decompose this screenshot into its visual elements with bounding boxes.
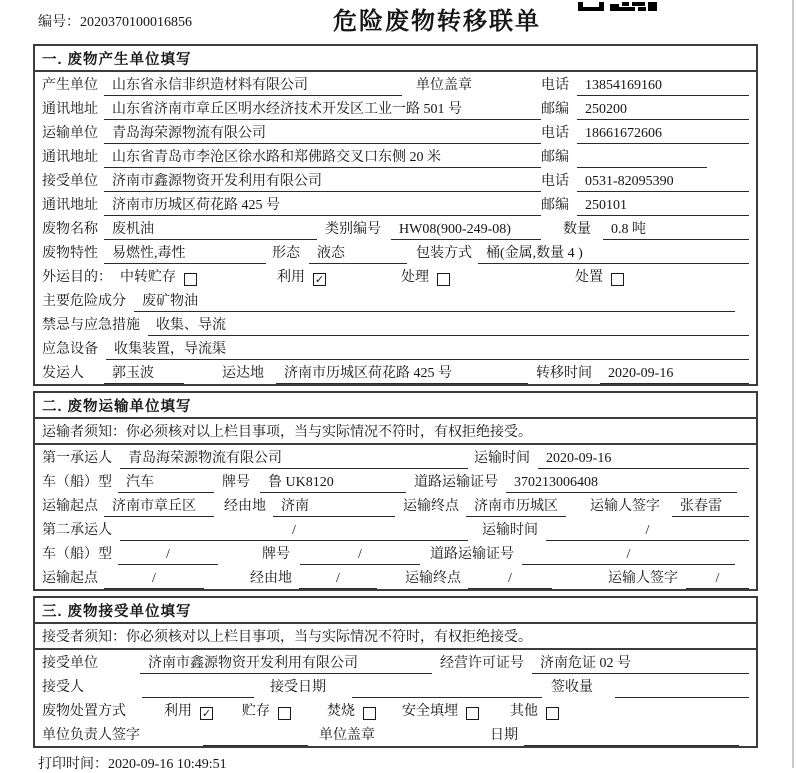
purpose-label: 外运目的： bbox=[42, 270, 112, 285]
accept-unit-label: 接受单位 bbox=[42, 656, 98, 671]
route1-via-label: 经由地 bbox=[224, 499, 266, 514]
property-value: 易燃性,毒性 bbox=[104, 244, 266, 264]
accept-date-value bbox=[352, 678, 542, 698]
document-title: 危险废物转移联单 bbox=[333, 8, 541, 35]
row-receiver-address bbox=[35, 192, 756, 216]
vehicle2-value: / bbox=[118, 545, 218, 565]
date-label: 日期 bbox=[490, 728, 518, 743]
row-route2 bbox=[35, 565, 756, 589]
route2-end-value: / bbox=[468, 569, 552, 589]
route2-sign-value: / bbox=[686, 569, 749, 589]
route2-start-value: / bbox=[104, 569, 204, 589]
row-receiver bbox=[35, 168, 756, 192]
row-producer-address bbox=[35, 96, 756, 120]
carrier1-time-value: 2020-09-16 bbox=[538, 449, 749, 469]
permit-value: 济南危证 02 号 bbox=[532, 654, 749, 674]
route1-via-value: 济南 bbox=[273, 497, 395, 517]
row-responsible-signature bbox=[35, 722, 756, 746]
transfer-form bbox=[33, 44, 758, 748]
unit-stamp-label: 单位盖章 bbox=[319, 728, 375, 743]
carrier1-label: 第一承运人 bbox=[42, 451, 112, 466]
emergency-value: 收集、导流 bbox=[148, 316, 749, 336]
destination-value: 济南市历城区荷花路 425 号 bbox=[276, 364, 528, 384]
transporter-phone-value: 18661672606 bbox=[577, 124, 749, 144]
receiver-zip-label: 邮编 bbox=[541, 198, 569, 213]
waste-code-label: 类别编号 bbox=[325, 222, 381, 237]
qr-code-fragment-icon bbox=[578, 0, 658, 9]
transporter-notice: 运输者须知：你必须核对以上栏目事项，当与实际情况不符时，有权拒绝接受。 bbox=[35, 419, 756, 445]
row-carrier1 bbox=[35, 445, 756, 469]
row-vehicle2 bbox=[35, 541, 756, 565]
accept-unit-value: 济南市鑫源物资开发利用有限公司 bbox=[140, 654, 432, 674]
checkbox-use: ✓ bbox=[314, 273, 325, 286]
vehicle1-label: 车（船）型 bbox=[42, 475, 112, 490]
serial-number-line bbox=[38, 11, 192, 31]
row-accept-person bbox=[35, 674, 756, 698]
section3-title: 三. 废物接受单位填写 bbox=[35, 598, 756, 624]
permit-label: 经营许可证号 bbox=[440, 656, 524, 671]
plate2-label: 牌号 bbox=[262, 547, 290, 562]
row-vehicle1 bbox=[35, 469, 756, 493]
disposal-opt-landfill-label: 安全填埋 bbox=[402, 704, 458, 719]
checkbox-treat bbox=[437, 273, 450, 286]
destination-label: 运达地 bbox=[222, 366, 264, 381]
section-transporter bbox=[33, 391, 758, 591]
vehicle2-label: 车（船）型 bbox=[42, 547, 112, 562]
section-receiver bbox=[33, 596, 758, 748]
property-label: 废物特性 bbox=[42, 246, 98, 261]
route1-sign-value: 张春雷 bbox=[672, 497, 749, 517]
transporter-zip-value bbox=[577, 148, 707, 168]
section2-title: 二. 废物运输单位填写 bbox=[35, 393, 756, 419]
row-purpose bbox=[35, 264, 756, 288]
plate2-value: / bbox=[300, 545, 420, 565]
row-route1 bbox=[35, 493, 756, 517]
receiver-zip-value: 250101 bbox=[577, 196, 749, 216]
transfer-time-value: 2020-09-16 bbox=[600, 364, 749, 384]
route1-sign-label: 运输人签字 bbox=[590, 499, 660, 514]
producer-address-label: 通讯地址 bbox=[42, 102, 98, 117]
route2-start-label: 运输起点 bbox=[42, 571, 98, 586]
print-time-line bbox=[38, 753, 796, 773]
receiver-value: 济南市鑫源物资开发利用有限公司 bbox=[104, 172, 541, 192]
hazard-value: 废矿物油 bbox=[134, 292, 735, 312]
pack-value: 桶(金属,数量 4 ) bbox=[478, 244, 749, 264]
serial-label: 编号： bbox=[38, 15, 80, 30]
cert1-label: 道路运输证号 bbox=[414, 475, 498, 490]
route2-via-value: / bbox=[299, 569, 377, 589]
carrier1-time-label: 运输时间 bbox=[474, 451, 530, 466]
carrier2-time-label: 运输时间 bbox=[482, 523, 538, 538]
producer-zip-value: 250200 bbox=[577, 100, 749, 120]
waste-name-label: 废物名称 bbox=[42, 222, 98, 237]
row-accept-unit bbox=[35, 650, 756, 674]
stamp-label: 单位盖章 bbox=[416, 78, 472, 93]
row-dispatch bbox=[35, 360, 756, 384]
transporter-address-value: 山东省青岛市李沧区徐水路和郑佛路交叉口东侧 20 米 bbox=[104, 148, 541, 168]
cert2-label: 道路运输证号 bbox=[430, 547, 514, 562]
checkbox-disposal-use: ✓ bbox=[201, 707, 212, 720]
producer-phone-value: 13854169160 bbox=[577, 76, 749, 96]
section1-title: 一. 废物产生单位填写 bbox=[35, 46, 756, 72]
responsible-sign-value bbox=[203, 726, 308, 746]
cert2-value: / bbox=[522, 545, 735, 565]
form-label: 形态 bbox=[272, 246, 300, 261]
disposal-opt-store-label: 贮存 bbox=[242, 704, 270, 719]
emergency-label: 禁忌与应急措施 bbox=[42, 318, 140, 333]
disposal-opt-use-label: 利用 bbox=[164, 704, 192, 719]
row-transporter-address bbox=[35, 144, 756, 168]
producer-address-value: 山东省济南市章丘区明水经济技术开发区工业一路 501 号 bbox=[104, 100, 541, 120]
route2-via-label: 经由地 bbox=[250, 571, 292, 586]
checkbox-disposal-store bbox=[278, 707, 291, 720]
row-hazard bbox=[35, 288, 756, 312]
transporter-label: 运输单位 bbox=[42, 126, 98, 141]
responsible-sign-label: 单位负责人签字 bbox=[42, 728, 140, 743]
receiver-notice: 接受者须知：你必须核对以上栏目事项，当与实际情况不符时，有权拒绝接受。 bbox=[35, 624, 756, 650]
print-time-value: 2020-09-16 10:49:51 bbox=[108, 757, 227, 772]
producer-value: 山东省永信非织造材料有限公司 bbox=[104, 76, 402, 96]
carrier1-value: 青岛海荣源物流有限公司 bbox=[120, 449, 468, 469]
carrier2-time-value: / bbox=[546, 521, 749, 541]
date-value bbox=[524, 726, 739, 746]
waste-qty-value: 0.8 吨 bbox=[603, 220, 749, 240]
row-emergency bbox=[35, 312, 756, 336]
cert1-value: 370213006408 bbox=[506, 473, 737, 493]
form-value: 液态 bbox=[309, 244, 407, 264]
row-carrier2 bbox=[35, 517, 756, 541]
checkbox-dispose bbox=[611, 273, 624, 286]
accept-date-label: 接受日期 bbox=[270, 680, 326, 695]
transporter-value: 青岛海荣源物流有限公司 bbox=[104, 124, 541, 144]
producer-zip-label: 邮编 bbox=[541, 102, 569, 117]
purpose-opt-transfer-label: 中转贮存 bbox=[120, 270, 176, 285]
producer-phone-label: 电话 bbox=[541, 78, 569, 93]
waste-code-value: HW08(900-249-08) bbox=[391, 220, 541, 240]
accept-person-label: 接受人 bbox=[42, 680, 84, 695]
purpose-opt-treat-label: 处理 bbox=[401, 270, 429, 285]
route1-end-label: 运输终点 bbox=[403, 499, 459, 514]
purpose-opt-dispose-label: 处置 bbox=[575, 270, 603, 285]
equipment-value: 收集装置，导流渠 bbox=[106, 340, 749, 360]
plate1-value: 鲁 UK8120 bbox=[260, 473, 406, 493]
row-waste-property bbox=[35, 240, 756, 264]
receiver-address-value: 济南市历城区荷花路 425 号 bbox=[104, 196, 541, 216]
page-edge-line bbox=[792, 0, 794, 768]
receiver-phone-value: 0531-82095390 bbox=[577, 172, 749, 192]
section-producer bbox=[33, 44, 758, 386]
waste-qty-label: 数量 bbox=[563, 222, 591, 237]
pack-label: 包装方式 bbox=[416, 246, 472, 261]
row-waste-name bbox=[35, 216, 756, 240]
receiver-label: 接受单位 bbox=[42, 174, 98, 189]
vehicle1-value: 汽车 bbox=[118, 473, 214, 493]
purpose-opt-use-label: 利用 bbox=[277, 270, 305, 285]
row-producer bbox=[35, 72, 756, 96]
disposal-opt-burn-label: 焚烧 bbox=[327, 704, 355, 719]
checkbox-disposal-landfill bbox=[466, 707, 479, 720]
producer-label: 产生单位 bbox=[42, 78, 98, 93]
dispatcher-name: 郭玉波 bbox=[104, 364, 184, 384]
serial-value: 2020370100016856 bbox=[80, 15, 192, 30]
route1-start-value: 济南市章丘区 bbox=[104, 497, 214, 517]
equipment-label: 应急设备 bbox=[42, 342, 98, 357]
waste-name-value: 废机油 bbox=[104, 220, 317, 240]
route1-end-value: 济南市历城区 bbox=[466, 497, 566, 517]
hazard-label: 主要危险成分 bbox=[42, 294, 126, 309]
row-disposal bbox=[35, 698, 756, 722]
accept-person-value bbox=[142, 678, 254, 698]
print-time-label: 打印时间： bbox=[38, 757, 108, 772]
dispatcher-label: 发运人 bbox=[42, 366, 84, 381]
transporter-address-label: 通讯地址 bbox=[42, 150, 98, 165]
route2-sign-label: 运输人签字 bbox=[608, 571, 678, 586]
row-transporter bbox=[35, 120, 756, 144]
sign-qty-label: 签收量 bbox=[551, 680, 593, 695]
transporter-phone-label: 电话 bbox=[541, 126, 569, 141]
receiver-address-label: 通讯地址 bbox=[42, 198, 98, 213]
disposal-label: 废物处置方式 bbox=[42, 704, 126, 719]
plate1-label: 牌号 bbox=[222, 475, 250, 490]
row-equipment bbox=[35, 336, 756, 360]
transfer-time-label: 转移时间 bbox=[536, 366, 592, 381]
transporter-zip-label: 邮编 bbox=[541, 150, 569, 165]
route1-start-label: 运输起点 bbox=[42, 499, 98, 514]
checkbox-disposal-other bbox=[546, 707, 559, 720]
disposal-opt-other-label: 其他 bbox=[510, 704, 538, 719]
receiver-phone-label: 电话 bbox=[541, 174, 569, 189]
carrier2-value: / bbox=[120, 521, 468, 541]
route2-end-label: 运输终点 bbox=[405, 571, 461, 586]
carrier2-label: 第二承运人 bbox=[42, 523, 112, 538]
checkbox-transfer-storage bbox=[184, 273, 197, 286]
sign-qty-value bbox=[615, 678, 749, 698]
document-header bbox=[0, 0, 796, 44]
checkbox-disposal-burn bbox=[363, 707, 376, 720]
